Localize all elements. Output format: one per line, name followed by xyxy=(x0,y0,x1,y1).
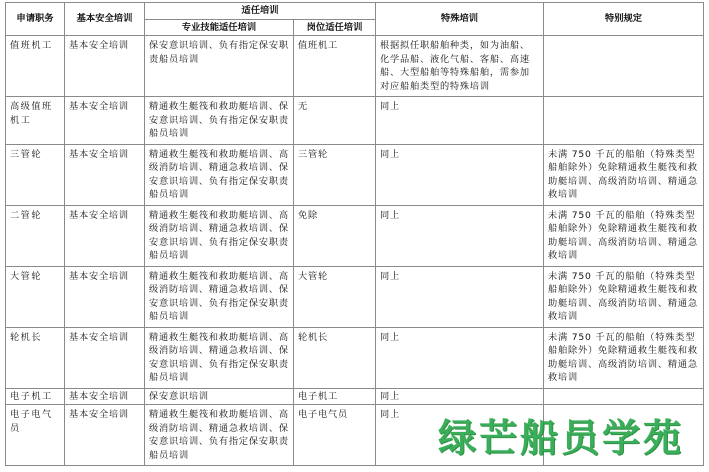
cell-basic: 基本安全培训 xyxy=(65,327,145,388)
cell-special: 同上 xyxy=(376,266,544,327)
cell-special: 同上 xyxy=(376,97,544,145)
cell-special: 同上 xyxy=(376,388,544,405)
table-row xyxy=(6,205,704,266)
cell-post: 三管轮 xyxy=(294,144,376,205)
cell-basic: 基本安全培训 xyxy=(65,205,145,266)
header-special: 特殊培训 xyxy=(376,3,544,36)
cell-professional: 保安意识培训 xyxy=(145,388,294,405)
cell-post: 电子机工 xyxy=(294,388,376,405)
cell-position: 值班机工 xyxy=(6,36,65,97)
cell-basic: 基本安全培训 xyxy=(65,97,145,145)
cell-basic: 基本安全培训 xyxy=(65,405,145,466)
table-row xyxy=(6,144,704,205)
cell-post: 值班机工 xyxy=(294,36,376,97)
cell-position: 大管轮 xyxy=(6,266,65,327)
cell-rule xyxy=(544,388,704,405)
cell-professional: 精通救生艇筏和救助艇培训、高级消防培训、精通急救培训、保安意识培训、负有指定保安职责船员培训 xyxy=(145,405,294,466)
cell-basic: 基本安全培训 xyxy=(65,144,145,205)
table-row xyxy=(6,327,704,388)
cell-rule xyxy=(544,97,704,145)
cell-basic: 基本安全培训 xyxy=(65,388,145,405)
training-requirements-table xyxy=(5,2,704,466)
cell-basic: 基本安全培训 xyxy=(65,266,145,327)
cell-special: 同上 xyxy=(376,327,544,388)
header-post: 岗位适任培训 xyxy=(294,19,376,36)
header-competency: 适任培训 xyxy=(145,3,376,20)
cell-professional: 保安意识培训、负有指定保安职责船员培训 xyxy=(145,36,294,97)
cell-position: 高级值班机工 xyxy=(6,97,65,145)
cell-position: 电子机工 xyxy=(6,388,65,405)
cell-position: 二管轮 xyxy=(6,205,65,266)
cell-rule: 未满 750 千瓦的船舶（特殊类型船舶除外）免除精通救生艇筏和救助艇培训、高级消防培训、精通急救培训 xyxy=(544,144,704,205)
cell-professional: 精通救生艇筏和救助艇培训、高级消防培训、精通急救培训、保安意识培训、负有指定保安职责船员培训 xyxy=(145,327,294,388)
cell-special: 同上 xyxy=(376,144,544,205)
cell-special: 根据拟任职船舶种类，如为油船、化学品船、液化气船、客船、高速船、大型船舶等特殊船舶，需参加对应船舶类型的特殊培训 xyxy=(376,36,544,97)
header-position: 申请职务 xyxy=(6,3,65,36)
cell-position: 轮机长 xyxy=(6,327,65,388)
cell-special: 同上 xyxy=(376,405,544,466)
cell-basic: 基本安全培训 xyxy=(65,36,145,97)
cell-post: 轮机长 xyxy=(294,327,376,388)
table-row xyxy=(6,36,704,97)
cell-special: 同上 xyxy=(376,205,544,266)
cell-rule: 未满 750 千瓦的船舶（特殊类型船舶除外）免除精通救生艇筏和救助艇培训、高级消防培训、精通急救培训 xyxy=(544,205,704,266)
table-row xyxy=(6,97,704,145)
table-row xyxy=(6,388,704,405)
cell-position: 三管轮 xyxy=(6,144,65,205)
cell-professional: 精通救生艇筏和救助艇培训、高级消防培训、精通急救培训、保安意识培训、负有指定保安职责船员培训 xyxy=(145,266,294,327)
header-professional: 专业技能适任培训 xyxy=(145,19,294,36)
cell-professional: 精通救生艇筏和救助艇培训、保安意识培训、负有指定保安职责船员培训 xyxy=(145,97,294,145)
cell-post: 电子电气员 xyxy=(294,405,376,466)
table-row xyxy=(6,266,704,327)
header-basic-safety: 基本安全培训 xyxy=(65,3,145,36)
header-rule: 特别规定 xyxy=(544,3,704,36)
cell-rule: 未满 750 千瓦的船舶（特殊类型船舶除外）免除精通救生艇筏和救助艇培训、高级消防培训、精通急救培训 xyxy=(544,266,704,327)
cell-position: 电子电气员 xyxy=(6,405,65,466)
cell-post: 无 xyxy=(294,97,376,145)
watermark-logo: 绿芒船员学苑 xyxy=(438,415,685,460)
cell-professional: 精通救生艇筏和救助艇培训、高级消防培训、精通急救培训、保安意识培训、负有指定保安职责船员培训 xyxy=(145,144,294,205)
cell-rule: 未满 750 千瓦的船舶（特殊类型船舶除外）免除精通救生艇筏和救助艇培训、高级消防培训、精通急救培训 xyxy=(544,327,704,388)
cell-professional: 精通救生艇筏和救助艇培训、高级消防培训、精通急救培训、保安意识培训、负有指定保安职责船员培训 xyxy=(145,205,294,266)
cell-rule xyxy=(544,36,704,97)
cell-post: 大管轮 xyxy=(294,266,376,327)
cell-post: 免除 xyxy=(294,205,376,266)
